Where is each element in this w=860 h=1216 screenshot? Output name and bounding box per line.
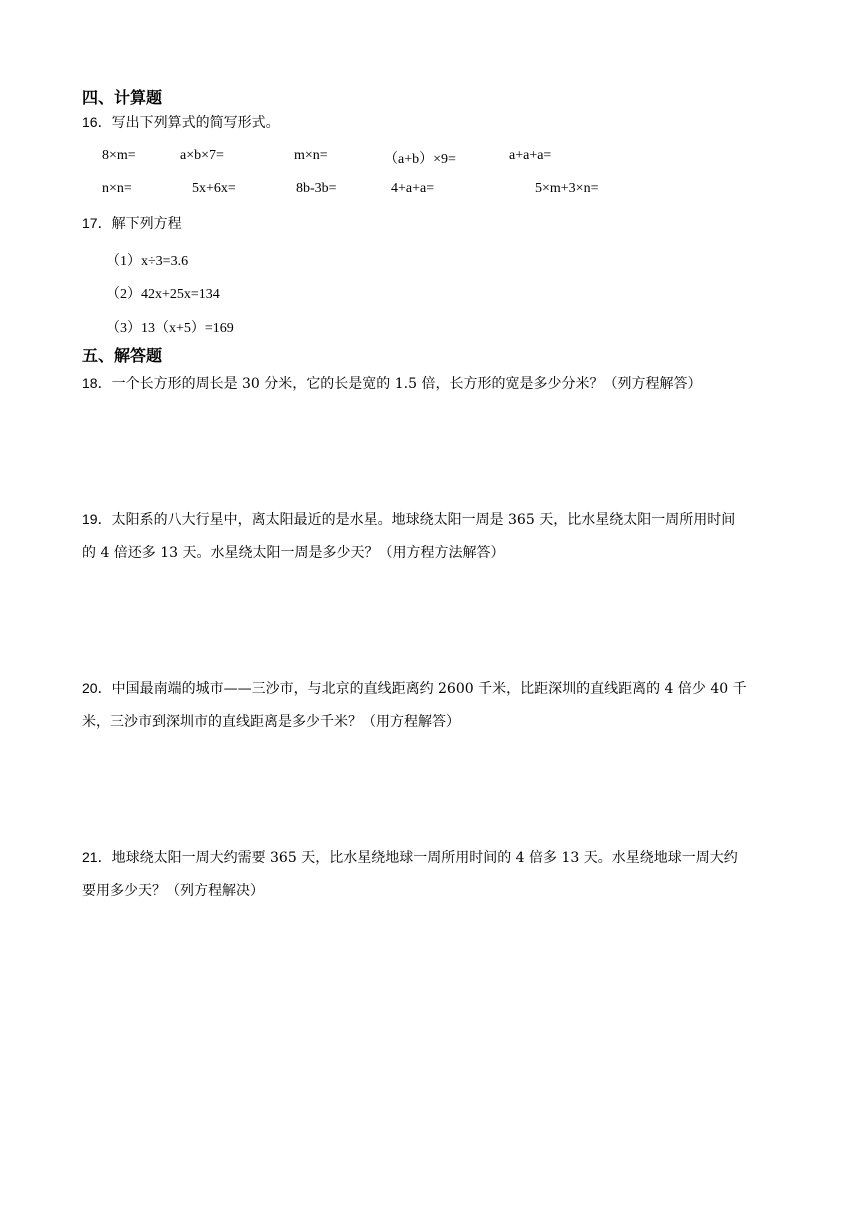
expression: 8×m= <box>102 148 136 163</box>
expression: a+a+a= <box>509 148 552 163</box>
question-number: 20 <box>82 680 98 696</box>
question-text-line-1: 中国最南端的城市——三沙市，与北京的直线距离约 2600 千米，比距深圳的直线距离的 4 倍少 40 千 <box>111 681 747 697</box>
section-title-calculation: 四、计算题 <box>82 88 163 107</box>
section-title-word-problems: 五、解答题 <box>82 346 163 365</box>
question-text: 一个长方形的周长是 30 分米，它的长是宽的 1.5 倍，长方形的宽是多少分米？（列方程解答） <box>111 376 702 392</box>
expression: （a+b）×9= <box>384 152 456 167</box>
equation-item: （2）42x+25x=134 <box>106 287 220 302</box>
question-20: 20．中国最南端的城市——三沙市，与北京的直线距离约 2600 千米，比距深圳的直线距离的 4 倍少 40 千 <box>82 680 747 697</box>
expression: a×b×7= <box>180 148 224 163</box>
question-19: 19．太阳系的八大行星中，离太阳最近的是水星。地球绕太阳一周是 365 天，比水星绕太阳一周所用时间 <box>82 511 736 528</box>
question-21-line-2: 要用多少天？（列方程解决） <box>82 883 264 899</box>
expression: 8b-3b= <box>296 181 337 196</box>
question-number: 18 <box>82 375 98 391</box>
question-18: 18．一个长方形的周长是 30 分米，它的长是宽的 1.5 倍，长方形的宽是多少分米？（列方程解答） <box>82 375 702 392</box>
expression: n×n= <box>102 181 132 196</box>
expression: m×n= <box>294 148 328 163</box>
expression: 5x+6x= <box>192 181 236 196</box>
question-17-prompt: 17．解下列方程 <box>82 215 182 232</box>
question-16-prompt: 16．写出下列算式的简写形式。 <box>82 114 280 131</box>
question-number: 16 <box>82 114 98 130</box>
equation-item: （3）13（x+5）=169 <box>106 321 234 336</box>
expression: 4+a+a= <box>391 181 435 196</box>
question-text: 解下列方程 <box>111 216 182 232</box>
expression: 5×m+3×n= <box>535 181 599 196</box>
question-text: 写出下列算式的简写形式。 <box>111 115 280 131</box>
question-20-line-2: 米，三沙市到深圳市的直线距离是多少千米？（用方程解答） <box>82 714 460 730</box>
question-number: 21 <box>82 849 98 865</box>
equation-item: （1）x÷3=3.6 <box>106 254 189 269</box>
question-number: 17 <box>82 215 98 231</box>
question-number: 19 <box>82 511 98 527</box>
question-21: 21．地球绕太阳一周大约需要 365 天，比水星绕地球一周所用时间的 4 倍多 13 天。水星绕地球一周大约 <box>82 849 738 866</box>
question-text-line-1: 地球绕太阳一周大约需要 365 天，比水星绕地球一周所用时间的 4 倍多 13 天。水星绕地球一周大约 <box>111 850 738 866</box>
question-text-line-1: 太阳系的八大行星中，离太阳最近的是水星。地球绕太阳一周是 365 天，比水星绕太阳一周所用时间 <box>111 512 736 528</box>
question-19-line-2: 的 4 倍还多 13 天。水星绕太阳一周是多少天？（用方程方法解答） <box>82 545 505 561</box>
